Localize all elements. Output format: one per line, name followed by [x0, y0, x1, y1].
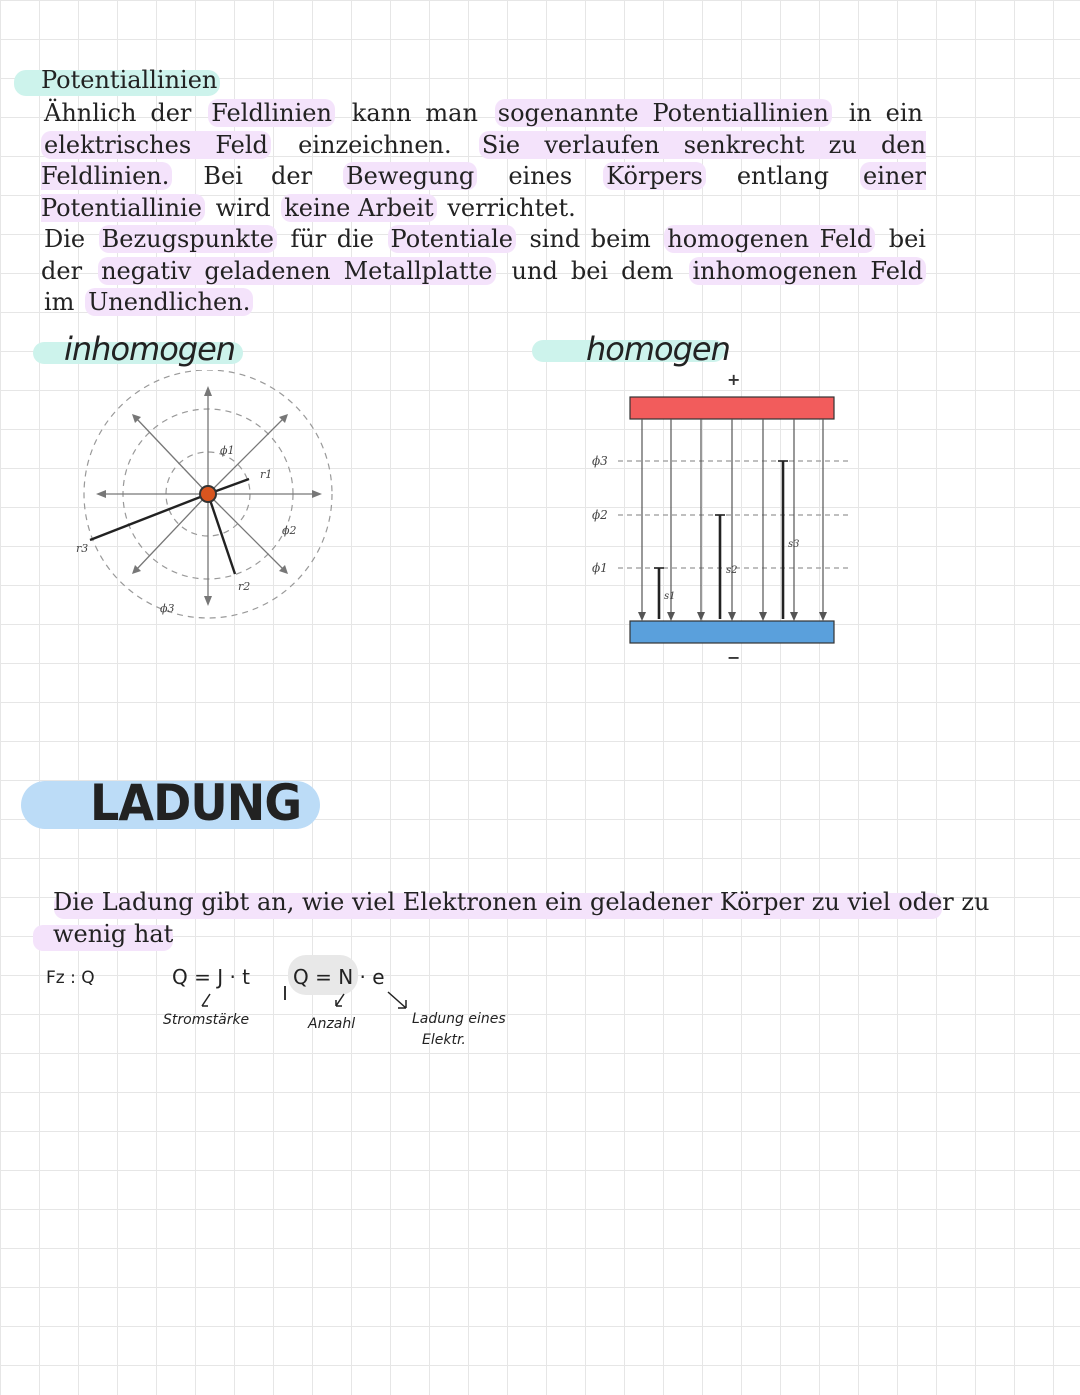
label-s1: s1	[664, 591, 676, 602]
label-inhomogen: inhomogen	[64, 330, 236, 368]
label-s3: s3	[788, 539, 800, 550]
label-r2: r2	[238, 580, 251, 593]
label-s2: s2	[726, 565, 738, 576]
paragraph-reference: Die Bezugspunkte für die Potentiale sind beim homogenen Feld bei der negativ geladenen Metallplatte und bei dem inhomogenen Feld im Unendlichen.	[41, 225, 926, 316]
label-phi2: ϕ2	[282, 524, 297, 537]
field-arrow-1	[638, 612, 646, 621]
formula-count: Q = N · e	[293, 965, 385, 989]
note-anzahl: Anzahl	[308, 1016, 356, 1032]
field-line-ul	[136, 418, 208, 494]
arrow-count-note	[330, 992, 350, 1012]
charge-text-line-2: wenig hat	[53, 920, 174, 948]
formula-current: Q = J · t	[172, 965, 251, 989]
plate-negative	[630, 621, 834, 643]
formula-separator	[284, 986, 286, 1000]
arrow-down	[204, 596, 212, 606]
field-arrow-2	[667, 612, 675, 621]
label-homogen: homogen	[586, 330, 730, 368]
section-heading: LADUNG	[90, 774, 302, 832]
arrow-up	[204, 386, 212, 396]
note-elektron: Elektr.	[422, 1032, 466, 1048]
arrow-charge-note	[386, 990, 412, 1016]
arrow-left	[96, 490, 106, 498]
radius-r3	[90, 494, 208, 540]
label-phi3: ϕ3	[592, 454, 608, 468]
note-ladung-eines: Ladung eines	[412, 1011, 506, 1027]
label-phi1: ϕ1	[592, 561, 608, 575]
inhomogeneous-field-diagram	[60, 370, 360, 630]
field-arrow-3	[697, 612, 705, 621]
radius-r2	[208, 494, 235, 574]
paragraph-potential: Ähnlich der Feldlinien kann man sogenannte Potentiallinien in ein elektrisches Feld einzeichnen. Sie verlaufen senkrecht zu den Feldlinien. Bei der Bewegung eines Körpers entlang einer Potentiallinie wird keine Arbeit verrichtet.	[41, 99, 927, 222]
label-minus: −	[727, 648, 741, 667]
plate-positive	[630, 397, 834, 419]
label-r1: r1	[260, 468, 273, 481]
label-phi1: ϕ1	[220, 444, 235, 457]
field-line-dr	[208, 494, 284, 570]
arrow-current-note	[196, 992, 216, 1012]
field-arrow-5	[759, 612, 767, 621]
note-stromstaerke: Stromstärke	[163, 1012, 250, 1028]
field-line-dl	[136, 494, 208, 570]
field-arrow-7	[819, 612, 827, 621]
label-phi2: ϕ2	[592, 508, 608, 522]
formula-symbol: Fz : Q	[46, 968, 95, 988]
point-charge	[200, 486, 216, 502]
arrow-right	[312, 490, 322, 498]
label-r3: r3	[76, 542, 89, 555]
charge-text-line-1: Die Ladung gibt an, wie viel Elektronen ein geladener Körper zu viel oder zu	[53, 888, 990, 916]
field-arrow-4	[728, 612, 736, 621]
label-phi3: ϕ3	[160, 602, 175, 615]
field-arrow-6	[790, 612, 798, 621]
section-title: Potentiallinien	[41, 66, 218, 94]
label-plus: +	[727, 370, 741, 389]
homogeneous-field-diagram	[580, 365, 870, 670]
